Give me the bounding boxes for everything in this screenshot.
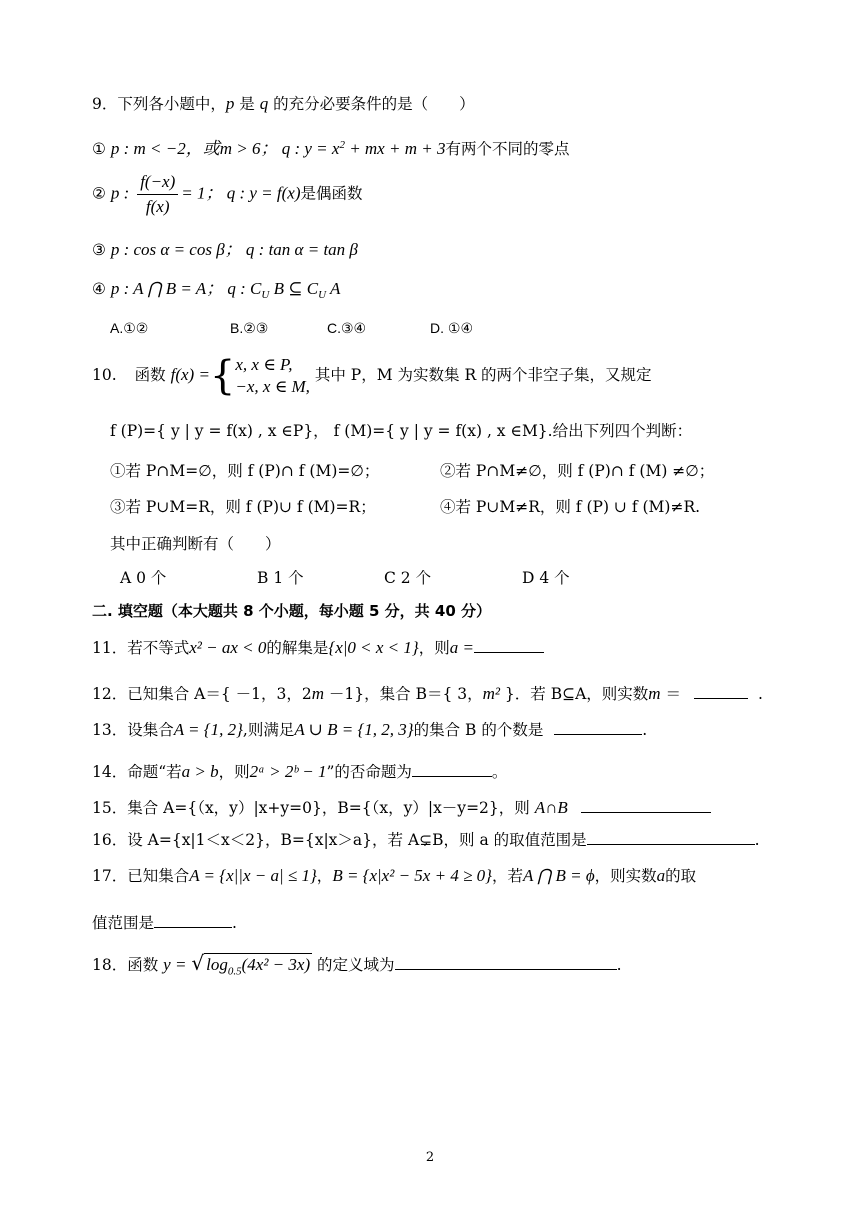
q16: 16．设 A={x|1＜x＜2}，B={x|x＞a}，若 A⊊B，则 a 的取值范围是 . — [92, 831, 760, 849]
q9-option-4: ④ p : A ⋂ B = A； q : $C_U$ B ⊆ $C_U$ A — [92, 279, 341, 302]
answer-blank[interactable] — [395, 955, 617, 970]
q12: 12．已知集合 A＝{ －1，3，2m －1}，集合 B＝{ 3，m² }．若 B⊆A，则实数m ＝ . — [92, 684, 763, 703]
q17: 17．已知集合A = {x||x − a| ≤ 1}，B = {x|x² − 5x + 4 ≥ 0}，若A ⋂ B = ϕ，则实数a的取 — [92, 866, 697, 885]
q10-judgement-1: ①若 P∩M=∅，则 f (P)∩ f (M)=∅； — [110, 462, 380, 480]
q9-option-1: ① p : m < −2，或m > 6； q : $y = x^2$ + mx + m + 3有两个不同的零点 — [92, 139, 570, 159]
answer-blank[interactable] — [587, 830, 755, 845]
q18: 18．函数 y = √ $\log_{0.5}(4x^2 - 3x)$ 的定义域为 . — [92, 952, 622, 982]
piecewise-cases: x, x ∈ P, −x, x ∈ M, — [235, 355, 310, 396]
answer-blank[interactable] — [412, 762, 492, 777]
choice-a: A 0 个 — [120, 569, 167, 587]
choice-b: B 1 个 — [257, 569, 304, 587]
q9-option-3: ③ p : cos α = cos β； q : tan α = tan β — [92, 240, 358, 259]
page-number: 2 — [425, 1150, 435, 1165]
choice-a: A.①② — [110, 320, 149, 336]
q10-judgement-2: ②若 P∩M≠∅，则 f (P)∩ f (M) ≠∅； — [440, 462, 715, 480]
q11: 11．若不等式x² − ax < 0的解集是{x|0 < x < 1}，则a = — [92, 637, 544, 659]
choice-d: D. ①④ — [430, 320, 473, 336]
answer-blank[interactable] — [581, 798, 711, 813]
answer-blank[interactable] — [474, 638, 544, 653]
q10-judgement-3: ③若 P∪M=R，则 f (P)∪ f (M)=R； — [110, 498, 376, 516]
choice-b: B.②③ — [230, 320, 269, 336]
q10-stem: 10. 函数 f(x) ={ x, x ∈ P, −x, x ∈ M, 其中 P，M 为实数集 R 的两个非空子集，又规定 — [92, 353, 652, 399]
choice-c: C 2 个 — [384, 569, 432, 587]
fraction: $\frac{f(-x)}{f(x)}$ — [137, 170, 178, 219]
q10-ask: 其中正确判断有（ ） — [110, 535, 281, 553]
q15: 15．集合 A={（x，y）|x+y=0}，B={（x，y）|x－y=2}，则 A∩B — [92, 797, 711, 819]
q17-continued: 值范围是 . — [92, 914, 237, 932]
answer-blank[interactable] — [694, 684, 748, 699]
q14: 14．命题“若a > b，则2ᵃ > 2ᵇ − 1”的否命题为 。 — [92, 762, 508, 781]
section-heading: 二. 填空题（本大题共 8 个小题，每小题 5 分，共 40 分） — [92, 602, 492, 620]
q9-stem: 9．下列各小题中，p 是 q 的充分必要条件的是（ ） — [92, 94, 475, 113]
q13: 13．设集合A = {1, 2},则满足A ∪ B = {1, 2, 3}的集合 B 的个数是 . — [92, 720, 648, 739]
radical: $\log_{0.5}(4x^2 - 3x)$ — [204, 953, 312, 982]
q10-judgement-4: ④若 P∪M≠R，则 f (P) ∪ f (M)≠R. — [440, 498, 701, 516]
choice-c: C.③④ — [327, 320, 367, 336]
answer-blank[interactable] — [554, 720, 642, 735]
choice-d: D 4 个 — [522, 569, 570, 587]
q10-definition: f (P)={ y | y = f(x) , x ∈P}， f (M)={ y | y = f(x) , x ∈M}.给出下列四个判断： — [110, 422, 693, 440]
q9-option-2: ② p : $\frac{f(-x)}{f(x)}$ = 1； q : y = f(x)是偶函数 — [92, 170, 363, 219]
answer-blank[interactable] — [154, 913, 232, 928]
